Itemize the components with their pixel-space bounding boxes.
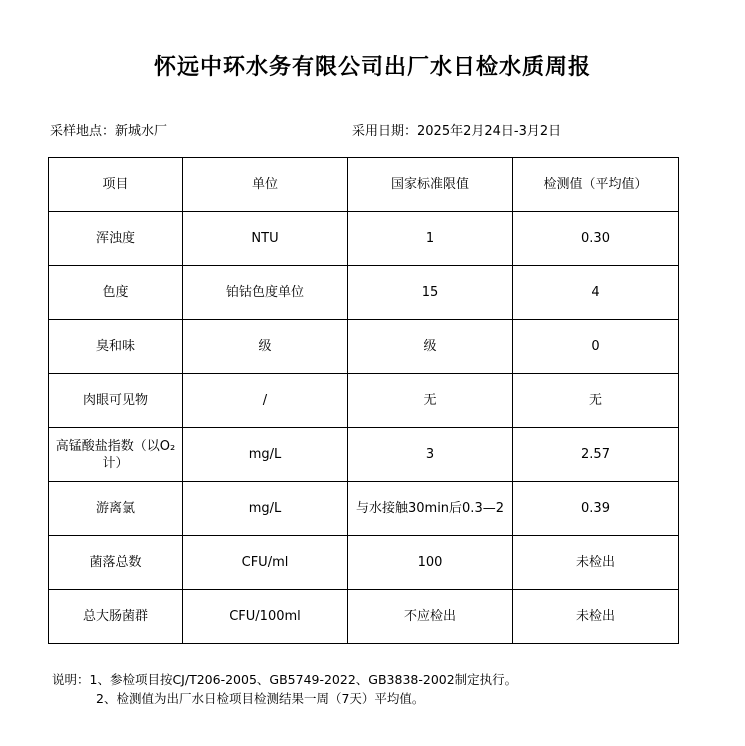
header-item: 项目	[49, 158, 183, 212]
cell-item: 总大肠菌群	[49, 590, 183, 644]
cell-unit: CFU/ml	[183, 536, 348, 590]
header-standard-limit: 国家标准限值	[348, 158, 513, 212]
note-line: 2、检测值为出厂水日检项目检测结果一周（7天）平均值。	[96, 691, 425, 706]
cell-limit: 与水接触30min后0.3—2	[348, 482, 513, 536]
table-row	[49, 266, 679, 320]
water-quality-table	[48, 157, 679, 644]
cell-value: 未检出	[513, 590, 679, 644]
cell-item: 肉眼可见物	[49, 374, 183, 428]
cell-item: 游离氯	[49, 482, 183, 536]
sampling-site: 采样地点：新城水厂	[50, 124, 168, 139]
cell-limit: 无	[348, 374, 513, 428]
cell-unit: mg/L	[183, 428, 348, 482]
table-row	[49, 320, 679, 374]
cell-limit: 1	[348, 212, 513, 266]
cell-item: 臭和味	[49, 320, 183, 374]
cell-item: 色度	[49, 266, 183, 320]
cell-unit: CFU/100ml	[183, 590, 348, 644]
table-row	[49, 212, 679, 266]
cell-item: 浑浊度	[49, 212, 183, 266]
table-row	[49, 428, 679, 482]
cell-limit: 100	[348, 536, 513, 590]
table-row	[49, 374, 679, 428]
header-measured-value: 检测值（平均值）	[513, 158, 679, 212]
cell-unit: mg/L	[183, 482, 348, 536]
note-line: 说明：1、参检项目按CJ/T206-2005、GB5749-2022、GB3838-2002制定执行。	[52, 672, 518, 687]
cell-limit: 3	[348, 428, 513, 482]
cell-limit: 级	[348, 320, 513, 374]
cell-unit: NTU	[183, 212, 348, 266]
cell-value: 0.30	[513, 212, 679, 266]
cell-item: 菌落总数	[49, 536, 183, 590]
cell-limit: 15	[348, 266, 513, 320]
table-row	[49, 536, 679, 590]
cell-value: 2.57	[513, 428, 679, 482]
cell-unit: /	[183, 374, 348, 428]
cell-value: 无	[513, 374, 679, 428]
cell-unit: 铂钴色度单位	[183, 266, 348, 320]
cell-item: 高锰酸盐指数（以O₂计）	[49, 428, 183, 482]
cell-limit: 不应检出	[348, 590, 513, 644]
table-header-row	[49, 158, 679, 212]
table-row	[49, 590, 679, 644]
table-row	[49, 482, 679, 536]
cell-unit: 级	[183, 320, 348, 374]
sampling-date: 采用日期：2025年2月24日-3月2日	[352, 124, 562, 139]
cell-value: 未检出	[513, 536, 679, 590]
notes	[52, 670, 517, 708]
cell-value: 0.39	[513, 482, 679, 536]
cell-value: 0	[513, 320, 679, 374]
cell-value: 4	[513, 266, 679, 320]
report-title: 怀远中环水务有限公司出厂水日检水质周报	[153, 55, 591, 80]
header-unit: 单位	[183, 158, 348, 212]
